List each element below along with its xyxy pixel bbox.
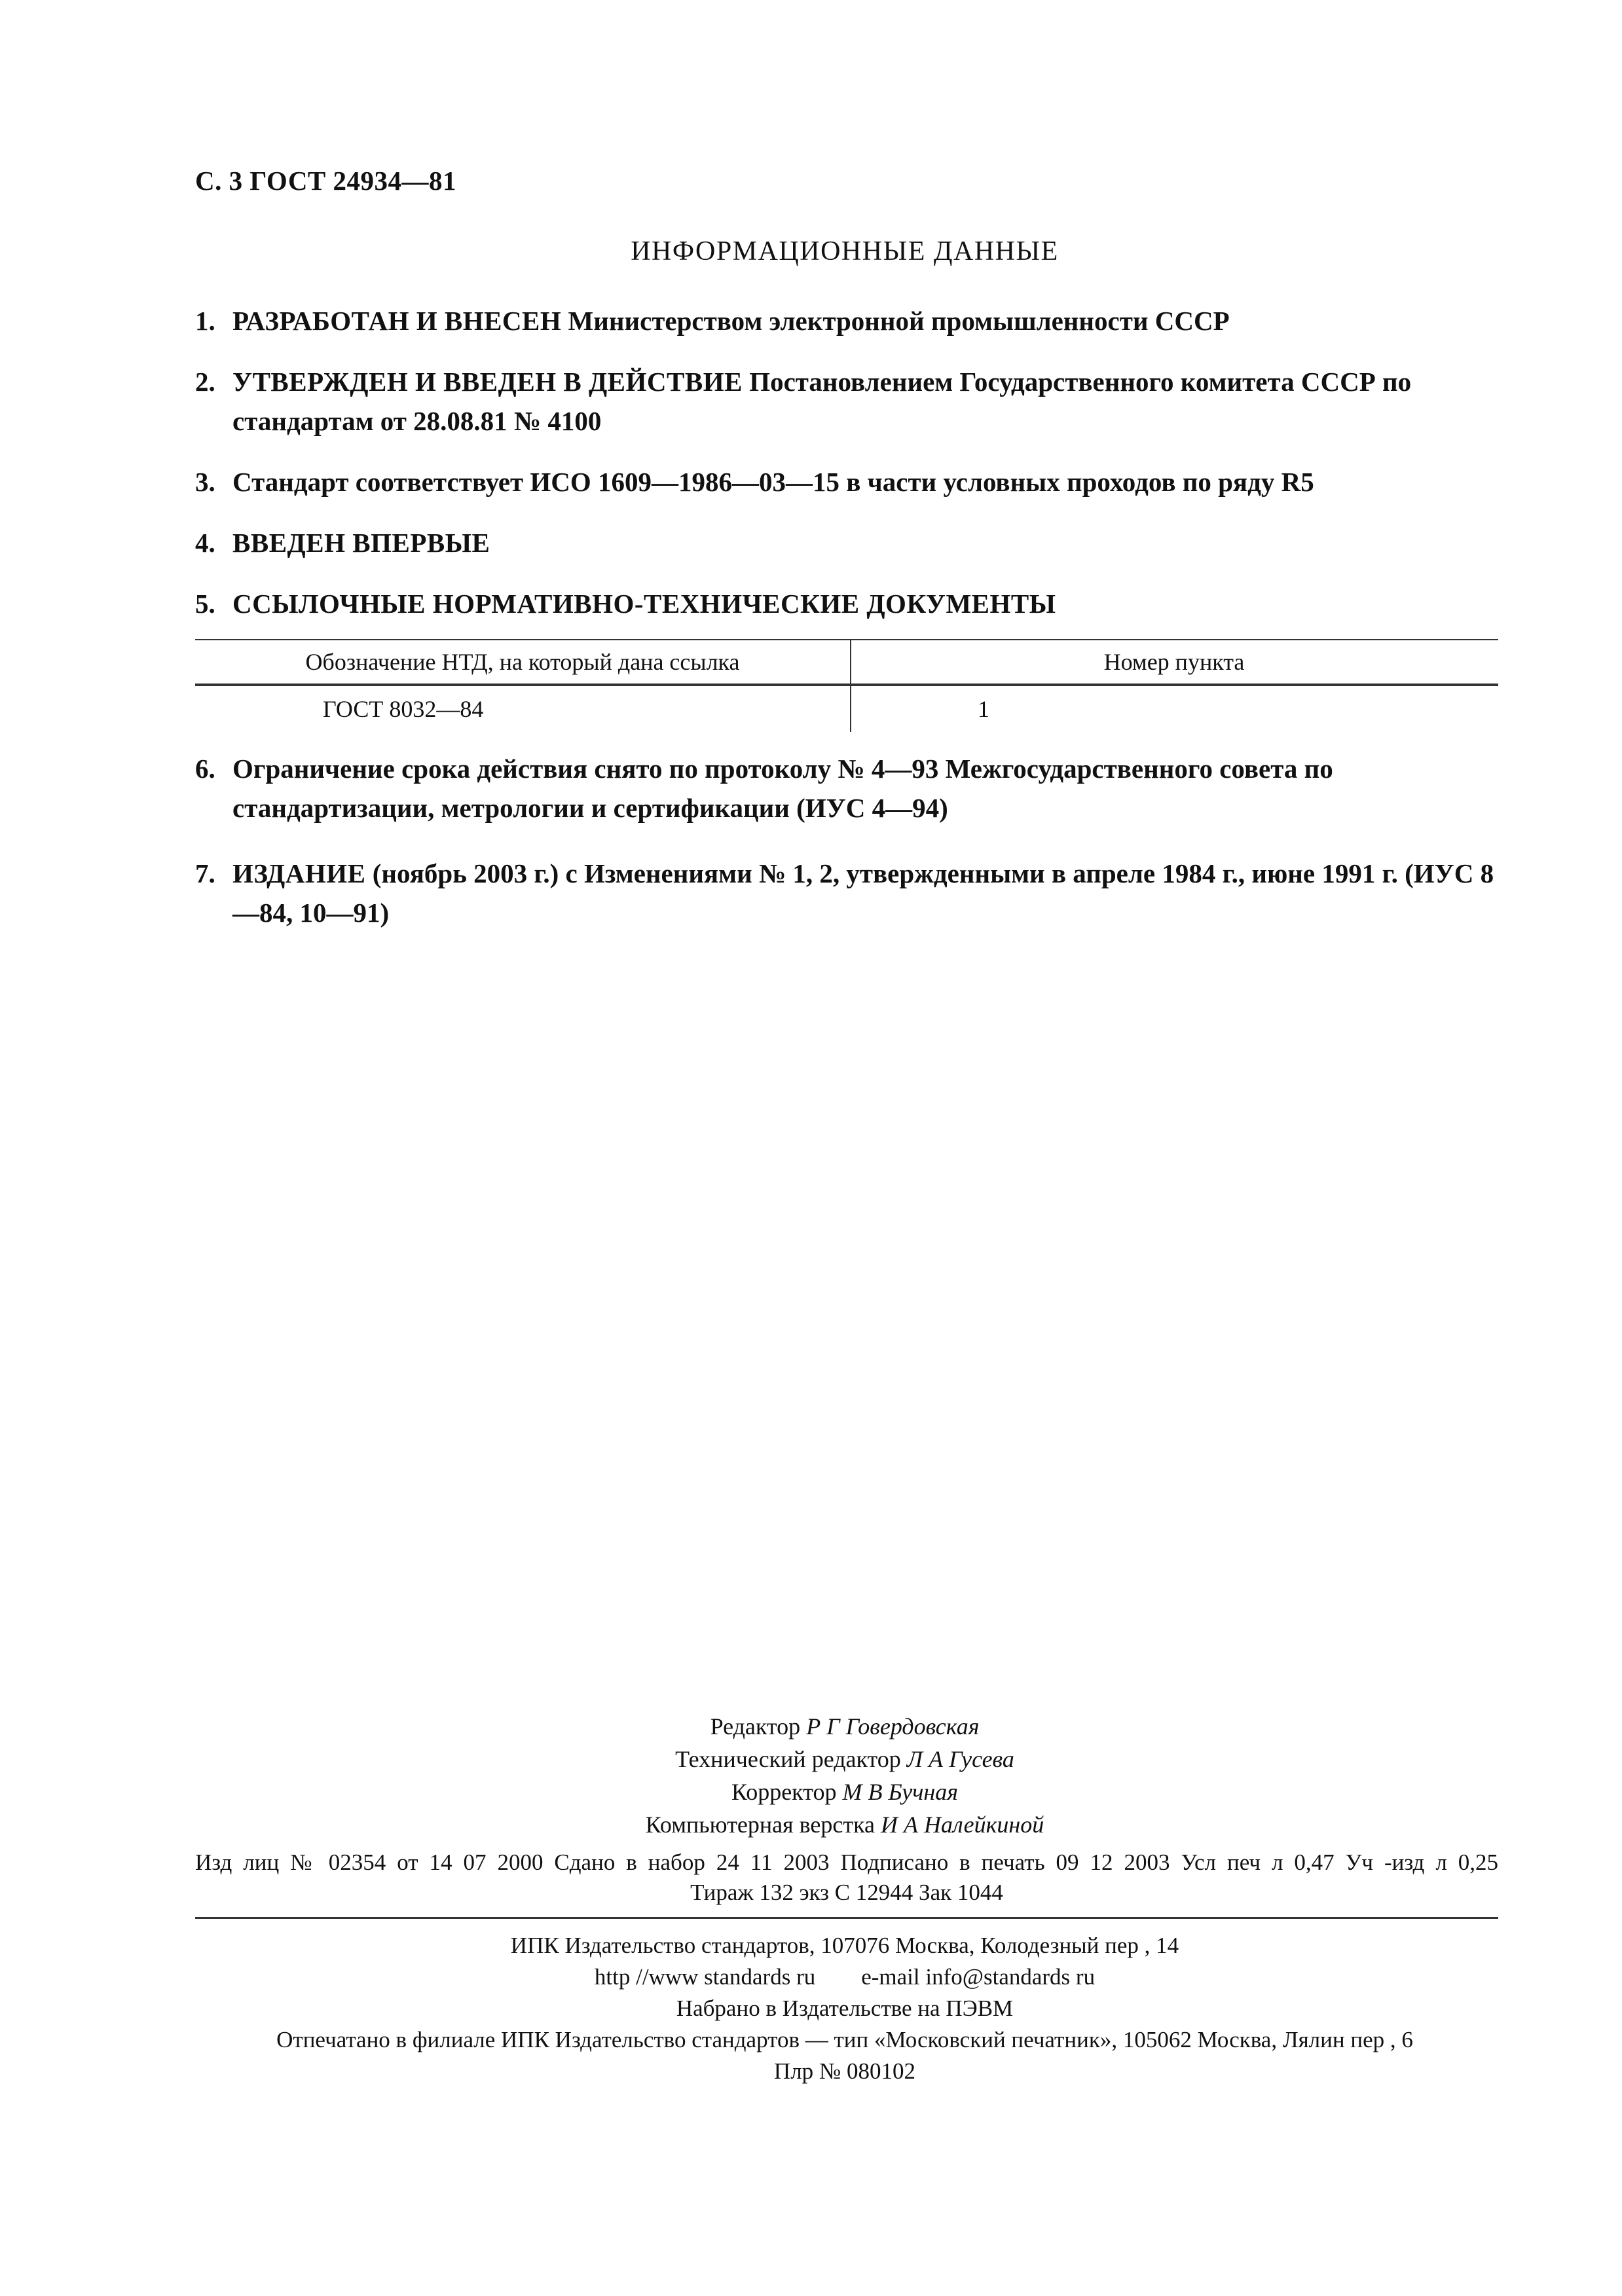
item-text: Ограничение срока действия снято по протоколу № 4—93 Межгосударственного совета по стандартизации, метрологии и сертификации (ИУС 4—94) [232,754,1333,823]
item-number: 7. [195,858,215,888]
table-cell-clause: 1 [978,696,989,722]
column-header-clause: Номер пункта [1103,649,1245,675]
print-imprint [195,1848,1498,1908]
list-item [195,301,1498,340]
divider [195,1917,1498,1919]
item-text: Постановлением Государственного комитета СССР по стандартам от 28.08.81 № 4100 [232,367,1412,436]
imprint-line: Изд лиц № 02354 от 14 07 2000 Сдано в набор 24 11 2003 Подписано в печать 09 12 2003 Усл печ л 0,47 Уч -изд л 0,25 [195,1850,1498,1875]
credit-role: Технический редактор [675,1746,901,1772]
credit-line [0,1710,1622,1743]
publisher-email: e-mail info@standards ru [861,1964,1096,1990]
publisher-contacts [0,1961,1622,1993]
reference-table [195,639,1498,732]
list-item [195,462,1498,501]
item-lead: ВВЕДЕН ВПЕРВЫЕ [232,528,490,558]
section-title: ИНФОРМАЦИОННЫЕ ДАННЫЕ [631,236,1059,266]
credit-line [0,1776,1622,1808]
item-number: 6. [195,754,215,784]
list-item [195,749,1498,828]
editorial-credits [0,1710,1622,1841]
item-lead: ССЫЛОЧНЫЕ НОРМАТИВНО-ТЕХНИЧЕСКИЕ ДОКУМЕНТЫ [232,589,1056,619]
item-text: Стандарт соответствует ИСО 1609—1986—03—15 в части условных проходов по ряду R5 [232,467,1314,497]
credit-role: Корректор [731,1779,837,1805]
publisher-line: Отпечатано в филиале ИПК Издательство стандартов — тип «Московский печатник», 105062 Москва, Лялин пер , 6 [276,2027,1413,2052]
item-lead: УТВЕРЖДЕН И ВВЕДЕН В ДЕЙСТВИЕ [232,367,743,397]
info-list [195,301,1498,932]
publisher-line: Набрано в Издательстве на ПЭВМ [676,1995,1014,2021]
table-header-row [195,640,1498,683]
publisher-line: ИПК Издательство стандартов, 107076 Москва, Колодезный пер , 14 [510,1933,1179,1958]
item-lead: ИЗДАНИЕ [232,858,366,888]
item-number: 2. [195,367,215,397]
credit-role: Редактор [710,1713,801,1740]
credit-role: Компьютерная верстка [645,1812,876,1838]
publisher-website: http //www standards ru [594,1964,816,1990]
table-cell-designation: ГОСТ 8032—84 [323,696,484,722]
list-item [195,523,1498,562]
list-item [195,362,1498,441]
imprint-line: Тираж 132 экз С 12944 Зак 1044 [690,1880,1003,1905]
item-number: 5. [195,589,215,619]
credit-person: Р Г Говердовская [806,1713,980,1740]
publisher-line: Плр № 080102 [773,2058,916,2084]
list-item [195,854,1498,932]
item-number: 3. [195,467,215,497]
column-header-designation: Обозначение НТД, на который дана ссылка [305,649,740,675]
credit-person: Л А Гусева [906,1746,1014,1772]
credit-person: М В Бучная [842,1779,958,1805]
table-row [195,686,1498,732]
item-number: 4. [195,528,215,558]
publisher-info [0,1930,1622,2087]
list-item [195,584,1498,623]
item-text: Министерством электронной промышленности СССР [561,306,1230,336]
item-lead: РАЗРАБОТАН И ВНЕСЕН [232,306,562,336]
credit-line [0,1743,1622,1776]
credit-person: И А Налейкиной [881,1812,1044,1838]
item-number: 1. [195,306,215,336]
page-header: С. 3 ГОСТ 24934—81 [195,166,457,196]
item-text: (ноябрь 2003 г.) с Изменениями № 1, 2, утвержденными в апреле 1984 г., июне 1991 г. (ИУС 8—84, 10—91) [232,858,1494,928]
credit-line [0,1808,1622,1841]
